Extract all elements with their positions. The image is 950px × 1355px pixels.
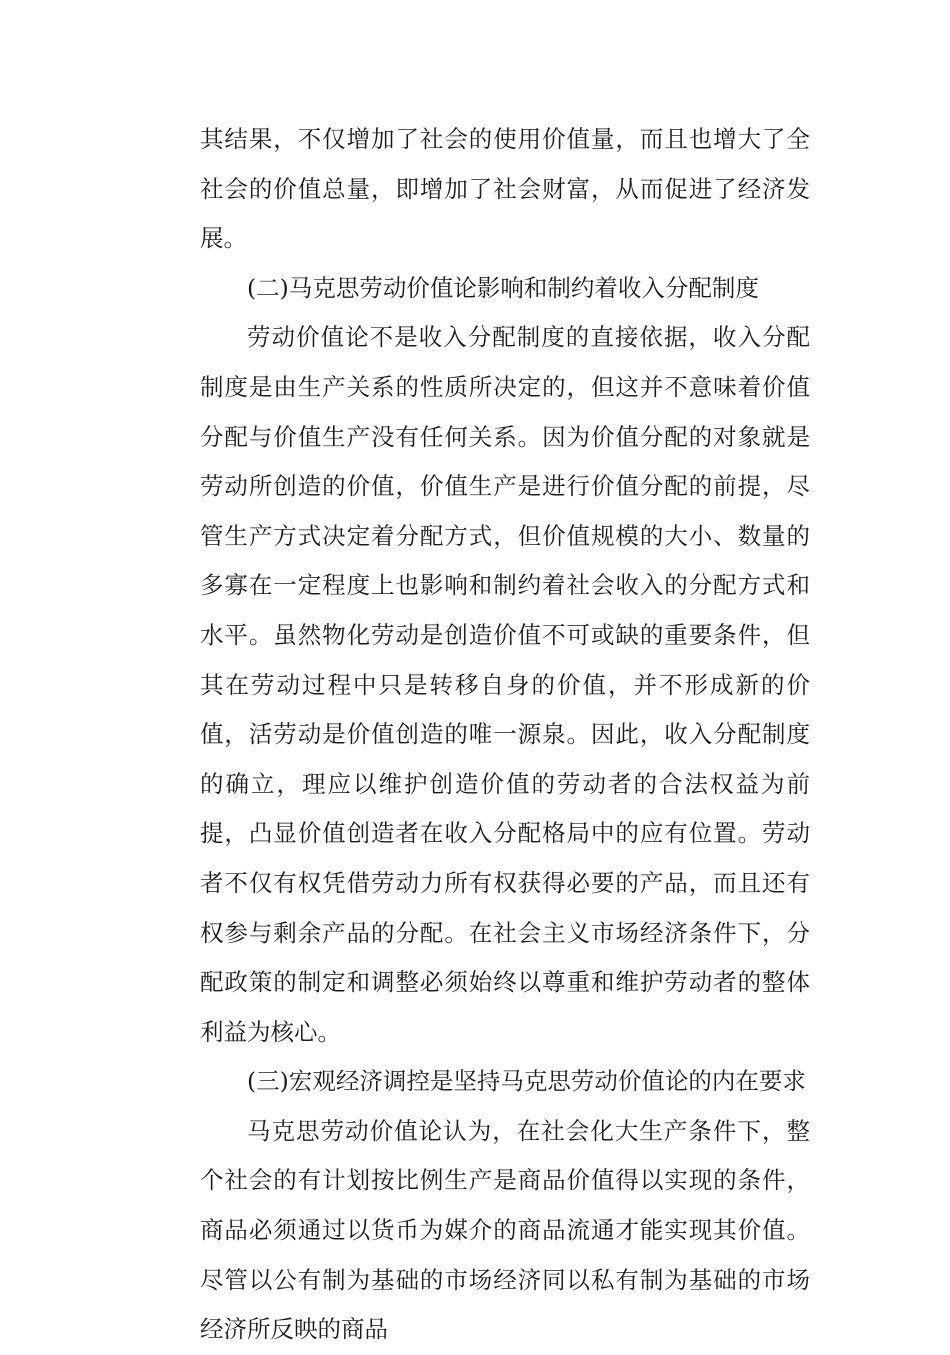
document-body xyxy=(200,115,810,1355)
paragraph-macro-regulation: 马克思劳动价值论认为，在社会化大生产条件下，整个社会的有计划按比例生产是商品价值得以实现的条件，商品必须通过以货币为媒介的商品流通才能实现其价值。尽管以公有制为基础的市场经济同以私有制为基础的市场经济所反映的商品 xyxy=(200,1116,810,1344)
paragraph-continuation: 其结果，不仅增加了社会的使用价值量，而且也增大了全社会的价值总量，即增加了社会财富，从而促进了经济发展。 xyxy=(200,125,810,253)
section-heading-3: (三)宏观经济调控是坚持马克思劳动价值论的内在要求 xyxy=(247,1067,806,1096)
section-heading-2: (二)马克思劳动价值论影响和制约着收入分配制度 xyxy=(247,273,759,302)
paragraph-income-distribution: 劳动价值论不是收入分配制度的直接依据，收入分配制度是由生产关系的性质所决定的，但这并不意味着价值分配与价值生产没有任何关系。因为价值分配的对象就是劳动所创造的价值，价值生产是进行价值分配的前提，尽管生产方式决定着分配方式，但价值规模的大小、数量的多寡在一定程度上也影响和制约着社会收入的分配方式和水平。虽然物化劳动是创造价值不可或缺的重要条件，但其在劳动过程中只是转移自身的价值，并不形成新的价值，活劳动是价值创造的唯一源泉。因此，收入分配制度的确立，理应以维护创造价值的劳动者的合法权益为前提，凸显价值创造者在收入分配格局中的应有位置。劳动者不仅有权凭借劳动力所有权获得必要的产品，而且还有权参与剩余产品的分配。在社会主义市场经济条件下，分配政策的制定和调整必须始终以尊重和维护劳动者的整体利益为核心。 xyxy=(200,323,810,1046)
